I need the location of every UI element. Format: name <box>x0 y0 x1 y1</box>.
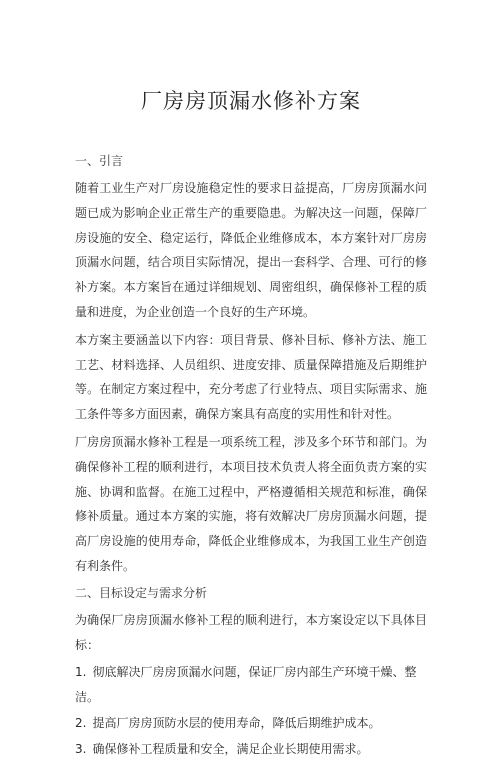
list-number: 1. <box>75 665 87 680</box>
goals-intro-paragraph: 为确保厂房房顶漏水修补工程的顺利进行，本方案设定以下具体目标： <box>75 612 427 652</box>
list-number: 3. <box>75 741 87 756</box>
section-heading-intro: 一、引言 <box>75 154 124 168</box>
goal-list-item <box>75 711 427 736</box>
intro-paragraph-1: 随着工业生产对厂房设施稳定性的要求日益提高，厂房房顶漏水问题已成为影响企业正常生产的重要隐患。为解决这一问题，保障厂房设施的安全、稳定运行，降低企业维修成本，本方案针对厂房房顶漏水问题，结合项目实际情况，提出一套科学、合理、可行的修补方案。本方案旨在通过详细规划、周密组织，确保修补工程的质量和进度，为企业创造一个良好的生产环境。 <box>75 181 427 319</box>
list-item-text: 提高厂房房顶防水层的使用寿命，降低后期维护成本。 <box>92 715 381 730</box>
section-heading-goals: 二、目标设定与需求分析 <box>75 585 208 600</box>
goal-list-item <box>75 660 427 710</box>
document-title: 厂房房顶漏水修补方案 <box>141 89 361 113</box>
intro-paragraph-2: 本方案主要涵盖以下内容：项目背景、修补目标、修补方法、施工工艺、材料选择、人员组织、进度安排、质量保障措施及后期维护等。在制定方案过程中，充分考虑了行业特点、项目实际需求、施工条件等多方面因素，确保方案具有高度的实用性和针对性。 <box>75 332 427 422</box>
list-number: 2. <box>75 715 87 730</box>
goal-list-item <box>75 737 427 762</box>
list-item-text: 确保修补工程质量和安全，满足企业长期使用需求。 <box>92 741 369 756</box>
intro-paragraph-3: 厂房房顶漏水修补工程是一项系统工程，涉及多个环节和部门。为确保修补工程的顺利进行，本项目技术负责人将全面负责方案的实施、协调和监督。在施工过程中，严格遵循相关规范和标准，确保修补质量。通过本方案的实施，将有效解决厂房房顶漏水问题，提高厂房设施的使用寿命，降低企业维修成本，为我国工业生产创造有利条件。 <box>75 434 427 573</box>
list-item-text: 彻底解决厂房房顶漏水问题，保证厂房内部生产环境干燥、整洁。 <box>75 665 417 705</box>
